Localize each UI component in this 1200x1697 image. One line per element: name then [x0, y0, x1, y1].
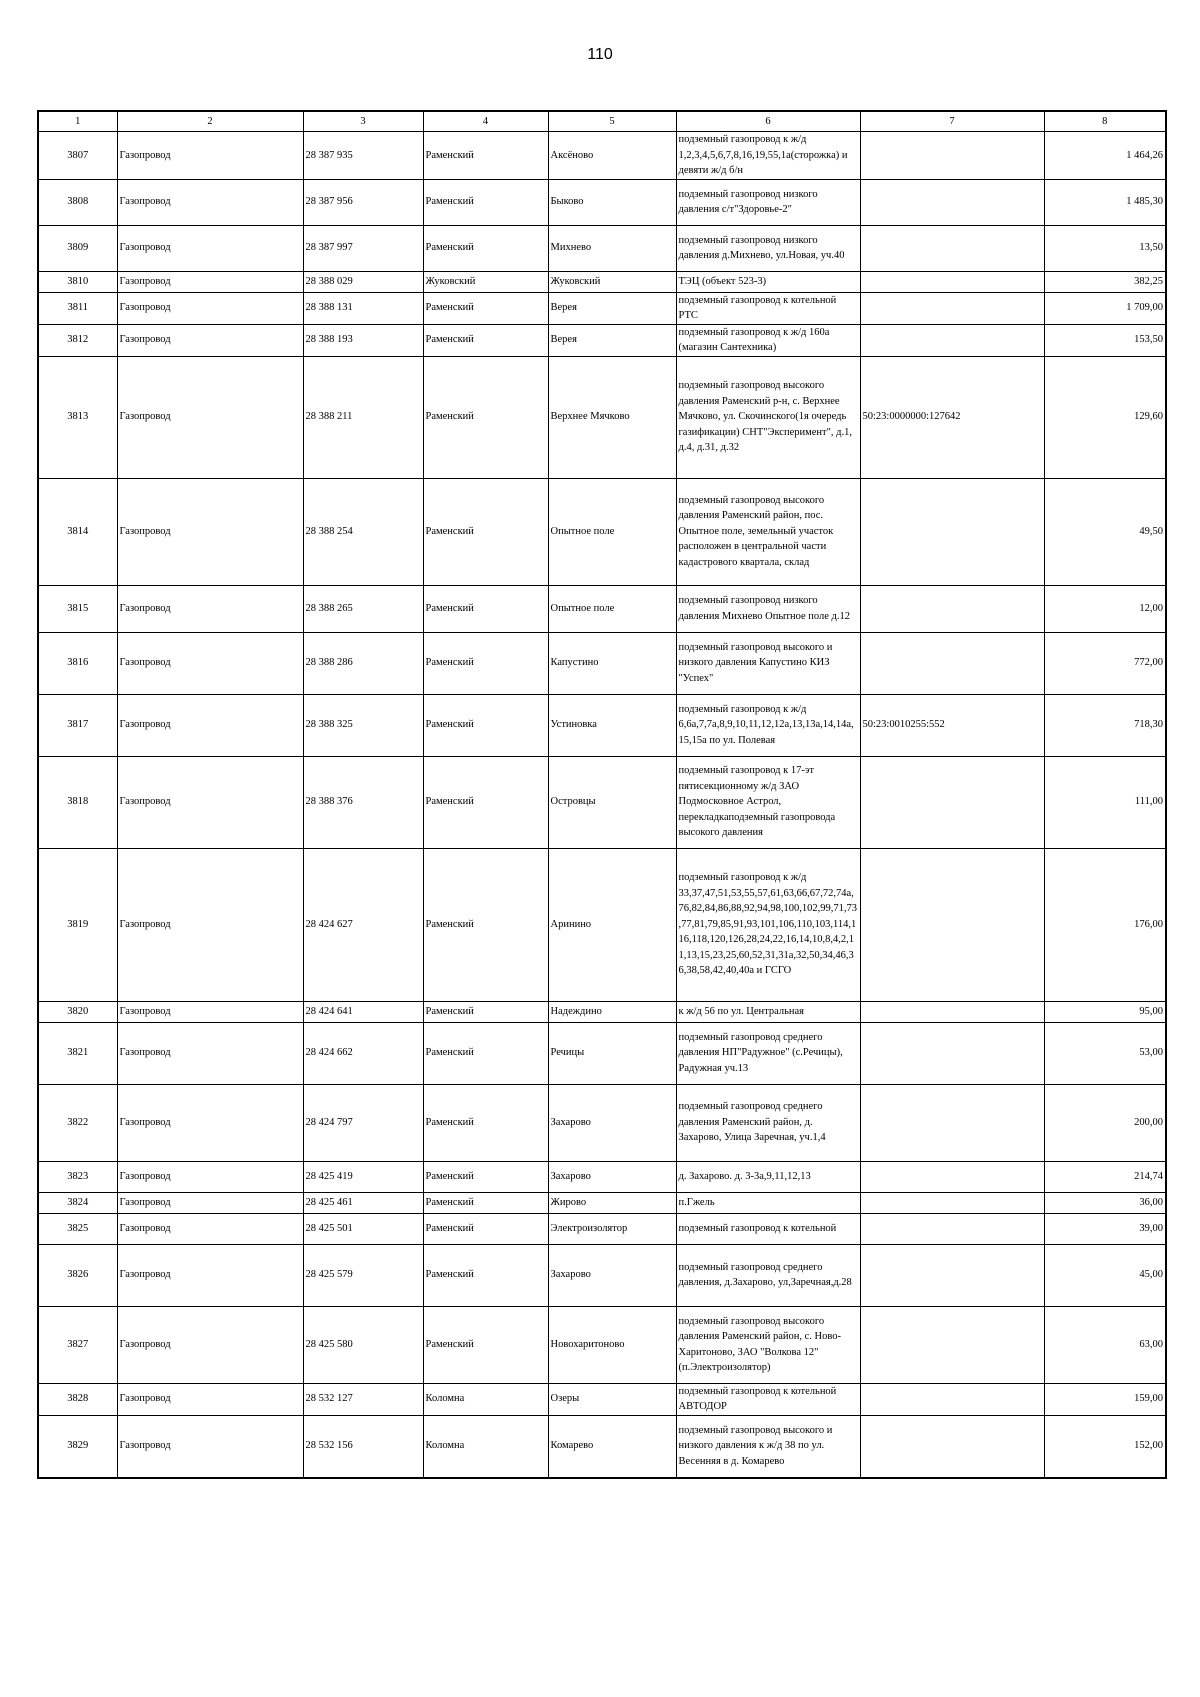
table-row — [38, 225, 1166, 271]
row-number-cell: 3816 — [38, 632, 117, 694]
district-cell: Раменский — [423, 1306, 548, 1383]
locality-cell: Верхнее Мячково — [548, 356, 676, 478]
table-row — [38, 1084, 1166, 1161]
object-code-cell: 28 387 935 — [303, 132, 423, 180]
district-cell: Раменский — [423, 1084, 548, 1161]
object-code-cell: 28 388 193 — [303, 324, 423, 356]
object-code-cell: 28 388 265 — [303, 585, 423, 632]
object-type-cell: Газопровод — [117, 848, 303, 1001]
row-number-cell: 3829 — [38, 1415, 117, 1478]
row-number-cell: 3813 — [38, 356, 117, 478]
object-code-cell: 28 388 286 — [303, 632, 423, 694]
cadastral-number-cell — [860, 1161, 1044, 1192]
object-type-cell: Газопровод — [117, 1084, 303, 1161]
cadastral-number-cell — [860, 271, 1044, 292]
row-number-cell: 3827 — [38, 1306, 117, 1383]
cadastral-number-cell — [860, 292, 1044, 324]
locality-cell: Устиновка — [548, 694, 676, 756]
district-cell: Жуковский — [423, 271, 548, 292]
value-cell: 1 709,00 — [1044, 292, 1166, 324]
cadastral-number-cell — [860, 1192, 1044, 1213]
district-cell: Раменский — [423, 132, 548, 180]
object-type-cell: Газопровод — [117, 1383, 303, 1415]
description-cell: подземный газопровод высокого и низкого давления Капустино КИЗ "Успех" — [676, 632, 860, 694]
district-cell: Раменский — [423, 585, 548, 632]
locality-cell: Капустино — [548, 632, 676, 694]
registry-table — [37, 110, 1167, 1479]
object-type-cell: Газопровод — [117, 585, 303, 632]
description-cell: подземный газопровод низкого давления с/т"Здоровье-2" — [676, 179, 860, 225]
district-cell: Раменский — [423, 1022, 548, 1084]
cadastral-number-cell — [860, 1001, 1044, 1022]
value-cell: 39,00 — [1044, 1213, 1166, 1244]
district-cell: Раменский — [423, 632, 548, 694]
object-type-cell: Газопровод — [117, 756, 303, 848]
object-code-cell: 28 425 579 — [303, 1244, 423, 1306]
object-code-cell: 28 425 461 — [303, 1192, 423, 1213]
table-row — [38, 179, 1166, 225]
cadastral-number-cell — [860, 225, 1044, 271]
table-row — [38, 1001, 1166, 1022]
description-cell: д. Захарово. д. 3-3а,9,11,12,13 — [676, 1161, 860, 1192]
locality-cell: Быково — [548, 179, 676, 225]
row-number-cell: 3817 — [38, 694, 117, 756]
cadastral-number-cell — [860, 848, 1044, 1001]
row-number-cell: 3814 — [38, 478, 117, 585]
description-cell: подземный газопровод высокого давления Раменский район, с. Ново-Харитоново, ЗАО "Волкова 12"(п.Электроизолятор) — [676, 1306, 860, 1383]
value-cell: 382,25 — [1044, 271, 1166, 292]
description-cell: подземный газопровод к котельной АВТОДОР — [676, 1383, 860, 1415]
column-header: 6 — [676, 111, 860, 132]
row-number-cell: 3823 — [38, 1161, 117, 1192]
description-cell: подземный газопровод к 17-эт пятисекционному ж/д ЗАО Подмосковное Астрол, перекладкаподземный газопровода высокого давления — [676, 756, 860, 848]
description-cell: подземный газопровод среднего давления НП"Радужное" (с.Речицы), Радужная уч.13 — [676, 1022, 860, 1084]
value-cell: 12,00 — [1044, 585, 1166, 632]
description-cell: п.Гжель — [676, 1192, 860, 1213]
district-cell: Раменский — [423, 1001, 548, 1022]
district-cell: Раменский — [423, 225, 548, 271]
object-code-cell: 28 388 029 — [303, 271, 423, 292]
table-row — [38, 1161, 1166, 1192]
value-cell: 49,50 — [1044, 478, 1166, 585]
object-code-cell: 28 425 580 — [303, 1306, 423, 1383]
locality-cell: Верея — [548, 292, 676, 324]
locality-cell: Речицы — [548, 1022, 676, 1084]
object-type-cell: Газопровод — [117, 1306, 303, 1383]
column-header: 3 — [303, 111, 423, 132]
column-header: 8 — [1044, 111, 1166, 132]
description-cell: подземный газопровод к ж/д 33,37,47,51,53,55,57,61,63,66,67,72,74а,76,82,84,86,88,92,94,98,100,102,99,71,73,77,81,79,85,91,93,101,106,110,103,114,116,118,120,126,28,24,22,16,14,10,8,4,2,11,13,15,23,25,60,52,31,31а,32,50,34,46,36,38,58,42,40,40а и ГСГО — [676, 848, 860, 1001]
row-number-cell: 3811 — [38, 292, 117, 324]
cadastral-number-cell — [860, 585, 1044, 632]
description-cell: подземный газопровод к ж/д 160а (магазин Сантехника) — [676, 324, 860, 356]
table-row — [38, 324, 1166, 356]
locality-cell: Жуковский — [548, 271, 676, 292]
value-cell: 1 464,26 — [1044, 132, 1166, 180]
value-cell: 772,00 — [1044, 632, 1166, 694]
value-cell: 95,00 — [1044, 1001, 1166, 1022]
value-cell: 214,74 — [1044, 1161, 1166, 1192]
object-type-cell: Газопровод — [117, 1001, 303, 1022]
description-cell: ТЭЦ (объект 523-3) — [676, 271, 860, 292]
object-type-cell: Газопровод — [117, 1022, 303, 1084]
description-cell: подземный газопровод к ж/д 1,2,3,4,5,6,7,8,16,19,55,1а(сторожка) и девяти ж/д б/н — [676, 132, 860, 180]
district-cell: Раменский — [423, 478, 548, 585]
locality-cell: Новохаритоново — [548, 1306, 676, 1383]
page-number: 110 — [587, 46, 613, 63]
cadastral-number-cell — [860, 478, 1044, 585]
district-cell: Коломна — [423, 1415, 548, 1478]
value-cell: 129,60 — [1044, 356, 1166, 478]
table-row — [38, 356, 1166, 478]
district-cell: Раменский — [423, 356, 548, 478]
column-header: 2 — [117, 111, 303, 132]
row-number-cell: 3812 — [38, 324, 117, 356]
object-code-cell: 28 424 797 — [303, 1084, 423, 1161]
description-cell: подземный газопровод высокого и низкого давления к ж/д 38 по ул. Весенняя в д. Комарево — [676, 1415, 860, 1478]
description-cell: подземный газопровод высокого давления Раменский район, пос. Опытное поле, земельный участок расположен в центральной части кадастрового квартала, склад — [676, 478, 860, 585]
object-code-cell: 28 388 325 — [303, 694, 423, 756]
object-code-cell: 28 388 211 — [303, 356, 423, 478]
table-row — [38, 271, 1166, 292]
row-number-cell: 3826 — [38, 1244, 117, 1306]
object-code-cell: 28 388 131 — [303, 292, 423, 324]
row-number-cell: 3819 — [38, 848, 117, 1001]
locality-cell: Верея — [548, 324, 676, 356]
column-header: 4 — [423, 111, 548, 132]
object-type-cell: Газопровод — [117, 271, 303, 292]
row-number-cell: 3821 — [38, 1022, 117, 1084]
object-type-cell: Газопровод — [117, 1244, 303, 1306]
object-type-cell: Газопровод — [117, 324, 303, 356]
value-cell: 36,00 — [1044, 1192, 1166, 1213]
table-header-row — [38, 111, 1166, 132]
object-code-cell: 28 532 127 — [303, 1383, 423, 1415]
value-cell: 176,00 — [1044, 848, 1166, 1001]
table-row — [38, 292, 1166, 324]
cadastral-number-cell — [860, 756, 1044, 848]
locality-cell: Комарево — [548, 1415, 676, 1478]
object-type-cell: Газопровод — [117, 179, 303, 225]
object-code-cell: 28 424 641 — [303, 1001, 423, 1022]
locality-cell: Опытное поле — [548, 585, 676, 632]
cadastral-number-cell — [860, 179, 1044, 225]
table-row — [38, 1415, 1166, 1478]
locality-cell: Озеры — [548, 1383, 676, 1415]
description-cell: подземный газопровод среднего давления, д.Захарово, ул,Заречная,д.28 — [676, 1244, 860, 1306]
table-row — [38, 694, 1166, 756]
row-number-cell: 3810 — [38, 271, 117, 292]
column-header: 1 — [38, 111, 117, 132]
description-cell: к ж/д 56 по ул. Центральная — [676, 1001, 860, 1022]
table-row — [38, 756, 1166, 848]
object-code-cell: 28 388 254 — [303, 478, 423, 585]
cadastral-number-cell — [860, 324, 1044, 356]
district-cell: Раменский — [423, 848, 548, 1001]
description-cell: подземный газопровод к котельной — [676, 1213, 860, 1244]
object-code-cell: 28 425 419 — [303, 1161, 423, 1192]
district-cell: Раменский — [423, 1161, 548, 1192]
cadastral-number-cell — [860, 1213, 1044, 1244]
locality-cell: Захарово — [548, 1244, 676, 1306]
value-cell: 1 485,30 — [1044, 179, 1166, 225]
locality-cell: Захарово — [548, 1084, 676, 1161]
table-row — [38, 1383, 1166, 1415]
object-type-cell: Газопровод — [117, 1192, 303, 1213]
locality-cell: Электроизолятор — [548, 1213, 676, 1244]
locality-cell: Надеждино — [548, 1001, 676, 1022]
column-header: 7 — [860, 111, 1044, 132]
locality-cell: Аринино — [548, 848, 676, 1001]
table-row — [38, 848, 1166, 1001]
locality-cell: Аксёново — [548, 132, 676, 180]
object-code-cell: 28 387 997 — [303, 225, 423, 271]
cadastral-number-cell: 50:23:0000000:127642 — [860, 356, 1044, 478]
object-code-cell: 28 425 501 — [303, 1213, 423, 1244]
locality-cell: Михнево — [548, 225, 676, 271]
value-cell: 200,00 — [1044, 1084, 1166, 1161]
row-number-cell: 3822 — [38, 1084, 117, 1161]
description-cell: подземный газопровод к котельной РТС — [676, 292, 860, 324]
value-cell: 153,50 — [1044, 324, 1166, 356]
district-cell: Раменский — [423, 292, 548, 324]
value-cell: 13,50 — [1044, 225, 1166, 271]
cadastral-number-cell — [860, 1383, 1044, 1415]
row-number-cell: 3820 — [38, 1001, 117, 1022]
value-cell: 718,30 — [1044, 694, 1166, 756]
object-code-cell: 28 388 376 — [303, 756, 423, 848]
object-type-cell: Газопровод — [117, 694, 303, 756]
description-cell: подземный газопровод низкого давления д.Михнево, ул.Новая, уч.40 — [676, 225, 860, 271]
cadastral-number-cell — [860, 632, 1044, 694]
locality-cell: Островцы — [548, 756, 676, 848]
table-row — [38, 585, 1166, 632]
row-number-cell: 3818 — [38, 756, 117, 848]
object-type-cell: Газопровод — [117, 632, 303, 694]
cadastral-number-cell — [860, 1084, 1044, 1161]
cadastral-number-cell — [860, 1415, 1044, 1478]
row-number-cell: 3815 — [38, 585, 117, 632]
district-cell: Раменский — [423, 1192, 548, 1213]
locality-cell: Опытное поле — [548, 478, 676, 585]
row-number-cell: 3828 — [38, 1383, 117, 1415]
cadastral-number-cell — [860, 1244, 1044, 1306]
table-row — [38, 1306, 1166, 1383]
value-cell: 152,00 — [1044, 1415, 1166, 1478]
cadastral-number-cell: 50:23:0010255:552 — [860, 694, 1044, 756]
cadastral-number-cell — [860, 1306, 1044, 1383]
description-cell: подземный газопровод к ж/д 6,6а,7,7а,8,9,10,11,12,12а,13,13а,14,14а,15,15а по ул. Полевая — [676, 694, 860, 756]
locality-cell: Жирово — [548, 1192, 676, 1213]
object-type-cell: Газопровод — [117, 1161, 303, 1192]
table-row — [38, 1244, 1166, 1306]
row-number-cell: 3825 — [38, 1213, 117, 1244]
object-code-cell: 28 424 627 — [303, 848, 423, 1001]
table-row — [38, 478, 1166, 585]
district-cell: Коломна — [423, 1383, 548, 1415]
table-row — [38, 1192, 1166, 1213]
object-type-cell: Газопровод — [117, 132, 303, 180]
value-cell: 53,00 — [1044, 1022, 1166, 1084]
description-cell: подземный газопровод высокого давления Раменский р-н, с. Верхнее Мячково, ул. Скочинского(1я очередь газификации) СНТ"Эксперимент", д.1, д.4, д.31, д.32 — [676, 356, 860, 478]
district-cell: Раменский — [423, 1213, 548, 1244]
row-number-cell: 3808 — [38, 179, 117, 225]
district-cell: Раменский — [423, 756, 548, 848]
object-type-cell: Газопровод — [117, 1213, 303, 1244]
object-type-cell: Газопровод — [117, 1415, 303, 1478]
table-row — [38, 1213, 1166, 1244]
district-cell: Раменский — [423, 179, 548, 225]
value-cell: 63,00 — [1044, 1306, 1166, 1383]
object-type-cell: Газопровод — [117, 225, 303, 271]
value-cell: 111,00 — [1044, 756, 1166, 848]
table-row — [38, 1022, 1166, 1084]
table-row — [38, 632, 1166, 694]
value-cell: 159,00 — [1044, 1383, 1166, 1415]
row-number-cell: 3807 — [38, 132, 117, 180]
value-cell: 45,00 — [1044, 1244, 1166, 1306]
description-cell: подземный газопровод низкого давления Михнево Опытное поле д.12 — [676, 585, 860, 632]
cadastral-number-cell — [860, 1022, 1044, 1084]
district-cell: Раменский — [423, 1244, 548, 1306]
district-cell: Раменский — [423, 324, 548, 356]
district-cell: Раменский — [423, 694, 548, 756]
column-header: 5 — [548, 111, 676, 132]
description-cell: подземный газопровод среднего давления Раменский район, д. Захарово, Улица Заречная, уч.1,4 — [676, 1084, 860, 1161]
cadastral-number-cell — [860, 132, 1044, 180]
table-row — [38, 132, 1166, 180]
object-code-cell: 28 387 956 — [303, 179, 423, 225]
locality-cell: Захарово — [548, 1161, 676, 1192]
row-number-cell: 3809 — [38, 225, 117, 271]
object-type-cell: Газопровод — [117, 356, 303, 478]
object-code-cell: 28 532 156 — [303, 1415, 423, 1478]
object-type-cell: Газопровод — [117, 478, 303, 585]
object-type-cell: Газопровод — [117, 292, 303, 324]
row-number-cell: 3824 — [38, 1192, 117, 1213]
object-code-cell: 28 424 662 — [303, 1022, 423, 1084]
